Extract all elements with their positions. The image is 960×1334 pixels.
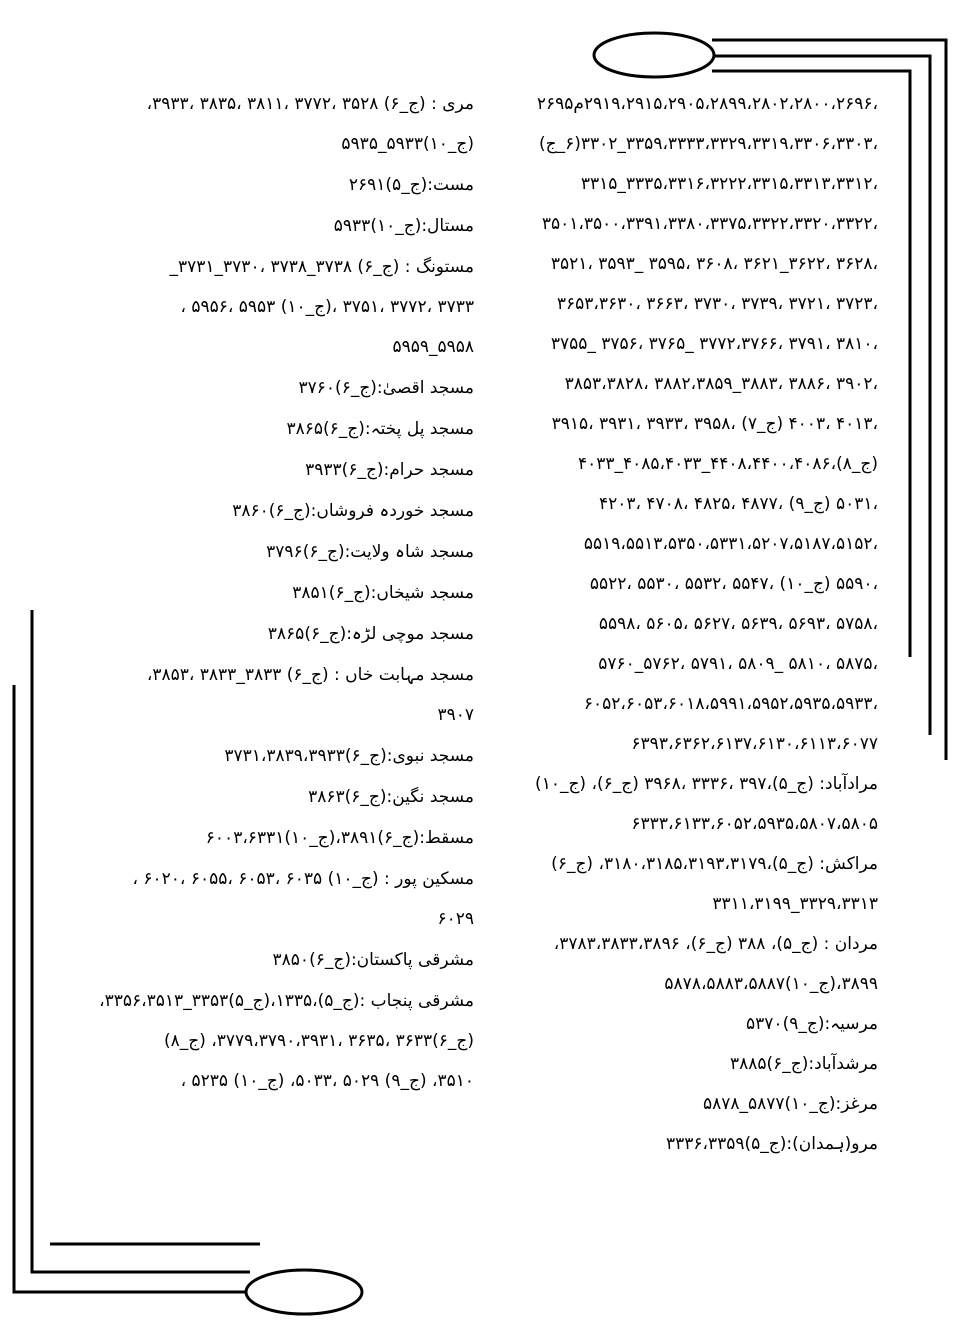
index-entry-masjid-mochi-lara: [86, 622, 474, 646]
entry-line: ۳۳۲۹،۳۳۱۳_۳۳۱۱،۳۱۹۹: [712, 894, 878, 914]
entry-line: (ج_۱۰)۵۹۳۳_۵۹۳۵: [341, 134, 474, 154]
index-entry-mursiya: [494, 1012, 878, 1036]
entry-line: ،۵۷۵۸ ،۵۶۹۳ ،۵۶۳۹ ،۵۶۲۷ ،۵۶۰۵ ،۵۵۹۸: [598, 614, 878, 634]
index-entry: [494, 92, 878, 756]
entry-line: (ج_۶)۳۶۳۳ ،۳۶۳۵ ،۳۷۷۹،۳۷۹۰،۳۹۳۱، (ج_۸): [163, 1031, 474, 1051]
index-entry-marrakesh: [494, 852, 878, 916]
entry-line: ،۳۹۰۲ ،۳۸۸۶ ،۳۸۸۳_۳۸۸۲،۳۸۵۹ ،۳۸۵۳،۳۸۲۸: [564, 374, 878, 394]
index-entry-masjid-nagin: [86, 785, 474, 809]
entry-line: مسکین پور : (ج_۱۰) ۶۰۳۵ ،۶۰۵۳ ،۶۰۵۵ ،۶۰۲۰ ،: [132, 869, 474, 889]
entry-line: ،۵۰۳۱ (ج_۹) ،۴۸۷۷ ،۴۸۲۵ ،۴۷۰۸ ،۴۲۰۳: [598, 494, 878, 514]
entry-line: مسجد نبوی:(ج_۶)۳۷۳۱،۳۸۳۹،۳۹۳۳: [224, 746, 474, 766]
entry-line: ،۳۶۲۸ ،۳۶۲۲_۳۶۲۱ ،۳۶۰۸ ،۳۵۹۵ _۳۵۹۳ ،۳۵۲۱: [550, 254, 878, 274]
entry-line: مسقط:(ج_۶)۳۸۹۱،(ج_۱۰)۶۰۰۳،۶۳۳۱: [205, 828, 474, 848]
entry-line: مست:(ج_۵)۲۶۹۱: [348, 175, 474, 195]
entry-line: مرسیہ:(ج_۹)۵۳۷۰: [746, 1014, 878, 1034]
entry-line: مشرقی پنجاب :(ج_۵)،۱۳۳۵،(ج_۵)۳۳۵۳_۳۳۵۶،۳۵۱۳،: [99, 991, 474, 1011]
index-entry-masjid-pul-pukhta: [86, 417, 474, 441]
entry-line: مسجد نگین:(ج_۶)۳۸۶۳: [308, 787, 474, 807]
entry-line: ،۵۵۱۹،۵۵۱۳،۵۳۵۰،۵۳۳۱،۵۲۰۷،۵۱۸۷،۵۱۵۲: [583, 534, 878, 554]
entry-line: ۶۳۹۳،۶۳۶۲،۶۱۳۷،۶۱۳۰،۶۱۱۳،۶۰۷۷: [631, 734, 878, 754]
index-entry-mastung: [86, 255, 474, 359]
index-entry-marghaz: [494, 1092, 878, 1116]
entry-line: ،۳۷۲۳ ،۳۷۲۱ ،۳۷۳۹ ،۳۷۳۰ ،۳۶۶۳ ،۳۶۵۳،۳۶۳۰: [556, 294, 878, 314]
index-entry-miskeen-pur: [86, 867, 474, 931]
entry-line: مرو(ہمدان):(ج_۵)۳۳۳۶،۳۳۵۹: [665, 1134, 878, 1154]
entry-line: مسجد حرام:(ج_۶)۳۹۳۳: [305, 460, 474, 480]
entry-line: ۶۳۳۳،۶۱۳۳،۶۰۵۲،۵۹۳۵،۵۸۰۷،۵۸۰۵: [631, 814, 878, 834]
index-entry-masjid-haram: [86, 458, 474, 482]
entry-line: ۵۹۵۸_۵۹۵۹: [392, 337, 474, 357]
index-column-right: [494, 92, 878, 1172]
entry-line: ،۳۵۰۱،۳۵۰۰،۳۳۹۱،۳۳۸۰،۳۳۷۵،۳۳۲۲،۳۳۲۰،۳۳۲۲: [541, 214, 878, 234]
entry-line: ،۲۹۱۹،۲۹۱۵،۲۹۰۵،۲۸۹۹،۲۸۰۲،۲۸۰۰،۲۶۹۶م۲۶۹۵: [536, 94, 878, 114]
entry-line: مری : (ج_۶) ۳۵۲۸ ،۳۷۷۲ ،۳۸۱۱ ،۳۸۳۵ ،۳۹۳۳،: [146, 94, 474, 114]
index-entry-east-pakistan: [86, 948, 474, 972]
entry-line: ۶۰۲۹: [437, 909, 474, 929]
entry-line: مستونگ : (ج_۶) ۳۷۳۸_۳۷۳۸ ،۳۷۳۰_۳۷۳۱_: [169, 257, 474, 277]
index-entry-moradabad: [494, 772, 878, 836]
entry-line: ،۵۵۹۰ (ج_۱۰) ،۵۵۴۷ ،۵۵۳۲ ،۵۵۳۰ ،۵۵۲۲: [589, 574, 878, 594]
index-entry-masjid-khurda-faroshan: [86, 499, 474, 523]
index-entry-murshidabad: [494, 1052, 878, 1076]
index-entry-masjid-aqsa: [86, 376, 474, 400]
entry-line: (ج_۸)،۴۴۰۸،۴۴۰۰،۴۰۸۶_۴۰۸۵،۴۰۳۳_۴۰۳۳: [578, 454, 878, 474]
entry-line: مسجد مہابت خاں : (ج_۶) ۳۸۳۳_۳۸۳۳ ،۳۸۵۳،: [146, 665, 474, 685]
entry-line: ۳۷۳۳ ،۳۷۷۲ ،۳۷۵۱ ،(ج_۱۰) ۵۹۵۳ ،۵۹۵۶ ،: [180, 297, 474, 317]
index-entry-masjid-shah-wilayat: [86, 540, 474, 564]
entry-line: ،۶۰۵۲،۶۰۵۳،۶۰۱۸،۵۹۹۱،۵۹۵۲،۵۹۳۵،۵۹۳۳: [583, 694, 878, 714]
index-entry-east-punjab: [86, 989, 474, 1093]
index-column-left: [86, 92, 474, 1110]
index-entry-masjid-shaikhan: [86, 581, 474, 605]
entry-line: ۳۵۱۰، (ج_۹) ۵۰۲۹ ،۵۰۳۳، (ج_۱۰) ۵۲۳۵ ،: [180, 1071, 474, 1091]
entry-line: مرغز:(ج_۱۰)۵۸۷۷_۵۸۷۸: [702, 1094, 878, 1114]
entry-line: ،۳۸۱۰ ،۳۷۹۱ ،۳۷۷۲،۳۷۶۶ _۳۷۶۵ ،۳۷۵۶ _۳۷۵۵: [550, 334, 878, 354]
index-entry-masjid-mahabat-khan: [86, 663, 474, 727]
entry-line: مشرقی پاکستان:(ج_۶)۳۸۵۰: [272, 950, 474, 970]
entry-line: ،۳۳۵۹،۳۳۳۳،۳۳۲۹،۳۳۱۹،۳۳۰۶،۳۳۰۳_۳۳۰۲(۶_ج): [539, 134, 878, 154]
entry-line: مسجد اقصیٰ:(ج_۶)۳۷۶۰: [298, 378, 474, 398]
index-entry-muscat: [86, 826, 474, 850]
entry-line: مرشدآباد:(ج_۶)۳۸۸۵: [729, 1054, 878, 1074]
entry-line: مستال:(ج_۱۰)۵۹۳۳: [333, 216, 474, 236]
index-entry-murree: [86, 92, 474, 156]
entry-line: مسجد موچی لڑہ:(ج_۶)۳۸۶۵: [267, 624, 474, 644]
entry-line: ،۴۰۱۳ ،۴۰۰۳ (ج_۷) ،۳۹۵۸ ،۳۹۳۳ ،۳۹۳۱ ،۳۹۱۵: [551, 414, 878, 434]
entry-line: مسجد شیخاں:(ج_۶)۳۸۵۱: [292, 583, 474, 603]
index-entry-masjid-nabawi: [86, 744, 474, 768]
entry-line: ،۵۸۷۵ ،۵۸۱۰ _۵۸۰۹ ،۵۷۹۱ ،۵۷۶۲_۵۷۶۰: [598, 654, 878, 674]
entry-line: ۳۸۹۹،(ج_۱۰)۵۸۷۸،۵۸۸۳،۵۸۸۷: [664, 974, 878, 994]
entry-line: مرادآباد: (ج_۵)،۳۹۷ ،۳۳۳۶ ،۳۹۶۸ (ج_۶)، (ج_۱۰): [535, 774, 878, 794]
entry-line: ۳۹۰۷: [437, 705, 474, 725]
entry-line: مسجد پل پختہ:(ج_۶)۳۸۶۵: [286, 419, 474, 439]
entry-line: مراکش: (ج_۵)،۳۱۸۰،۳۱۸۵،۳۱۹۳،۳۱۷۹، (ج_۶): [551, 854, 878, 874]
entry-line: ،۳۳۳۵،۳۳۱۶،۳۲۲۲،۳۳۱۵،۳۳۱۳،۳۳۱۲_۳۳۱۵: [580, 174, 878, 194]
index-entry-mardan: [494, 932, 878, 996]
entry-line: مسجد خوردہ فروشاں:(ج_۶)۳۸۶۰: [232, 501, 474, 521]
index-entry-marv: [494, 1132, 878, 1156]
entry-line: مسجد شاہ ولایت:(ج_۶)۳۷۹۶: [266, 542, 474, 562]
index-entry-mast: [86, 173, 474, 197]
entry-line: مردان : (ج_۵)، ۳۸۸ (ج_۶)، ۳۷۸۳،۳۸۳۳،۳۸۹۶،: [553, 934, 878, 954]
index-entry-mastal: [86, 214, 474, 238]
